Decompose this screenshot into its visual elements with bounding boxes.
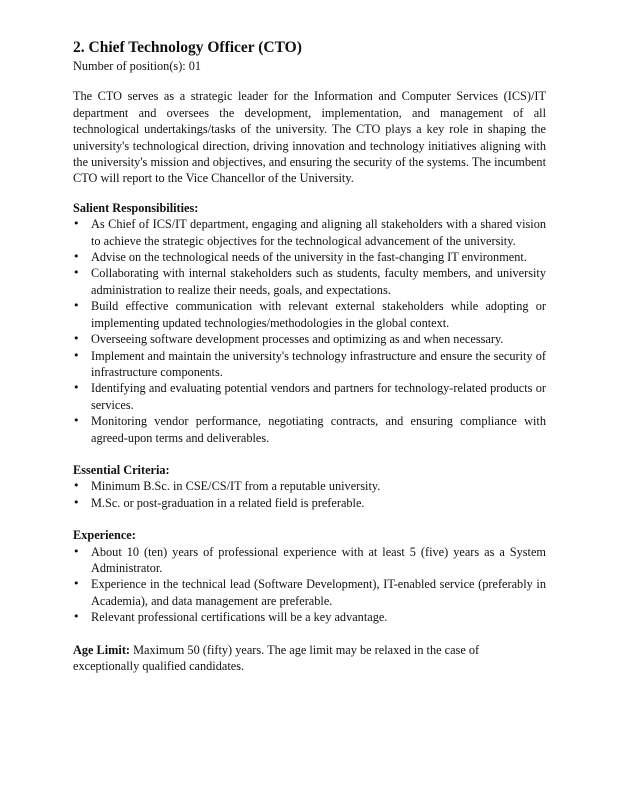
list-item: • About 10 (ten) years of professional experience with at least 5 (five) years as a System Administrator.: [73, 544, 546, 577]
list-item: • Advise on the technological needs of the university in the fast-changing IT environment.: [73, 249, 546, 265]
document-page: [73, 38, 546, 674]
list-item: • Build effective communication with relevant external stakeholders while adopting or implementing updated technologies/methodologies in the global context.: [73, 298, 546, 331]
list-item: • Relevant professional certifications will be a key advantage.: [73, 609, 546, 625]
age-limit-paragraph: [73, 642, 546, 675]
list-item: • M.Sc. or post-graduation in a related field is preferable.: [73, 495, 546, 511]
age-limit-label: Age Limit:: [73, 642, 131, 657]
intro-paragraph: The CTO serves as a strategic leader for the Information and Computer Services (ICS)/IT department and oversees the development, implementation, and management of all technological undertakings/tasks of the university. The CTO plays a key role in shaping the university's technological direction, driving innovation and technology initiatives aligning with the university's mission and objectives, and ensuring the security of the systems. The incumbent CTO will report to the Vice Chancellor of the University.: [73, 89, 546, 186]
criteria-list: [73, 478, 546, 511]
responsibilities-title: Salient Responsibilities:: [73, 200, 199, 215]
list-item: • Implement and maintain the university's technology infrastructure and ensure the security of infrastructure components.: [73, 348, 546, 381]
age-limit-text: Maximum 50 (fifty) years. The age limit may be relaxed in the case of exceptionally qualified candidates.: [73, 642, 480, 673]
list-item: • Identifying and evaluating potential vendors and partners for technology-related products or services.: [73, 380, 546, 413]
list-item: • Overseeing software development processes and optimizing as and when necessary.: [73, 331, 546, 347]
responsibilities-list: [73, 216, 546, 446]
criteria-title: Essential Criteria:: [73, 462, 170, 477]
list-item: • Experience in the technical lead (Software Development), IT-enabled service (preferably in Academia), and data management are preferable.: [73, 576, 546, 609]
position-heading: 2. Chief Technology Officer (CTO): [73, 39, 302, 56]
experience-list: [73, 544, 546, 626]
list-item: • Collaborating with internal stakeholders such as students, faculty members, and university administration to realize their needs, goals, and expectations.: [73, 265, 546, 298]
experience-title: Experience:: [73, 528, 136, 543]
list-item: • As Chief of ICS/IT department, engaging and aligning all stakeholders with a shared vision to achieve the strategic objectives for the technological advancement of the university.: [73, 216, 546, 249]
positions-count: Number of position(s): 01: [73, 59, 202, 73]
list-item: • Monitoring vendor performance, negotiating contracts, and ensuring compliance with agreed-upon terms and deliverables.: [73, 413, 546, 446]
list-item: • Minimum B.Sc. in CSE/CS/IT from a reputable university.: [73, 478, 546, 494]
